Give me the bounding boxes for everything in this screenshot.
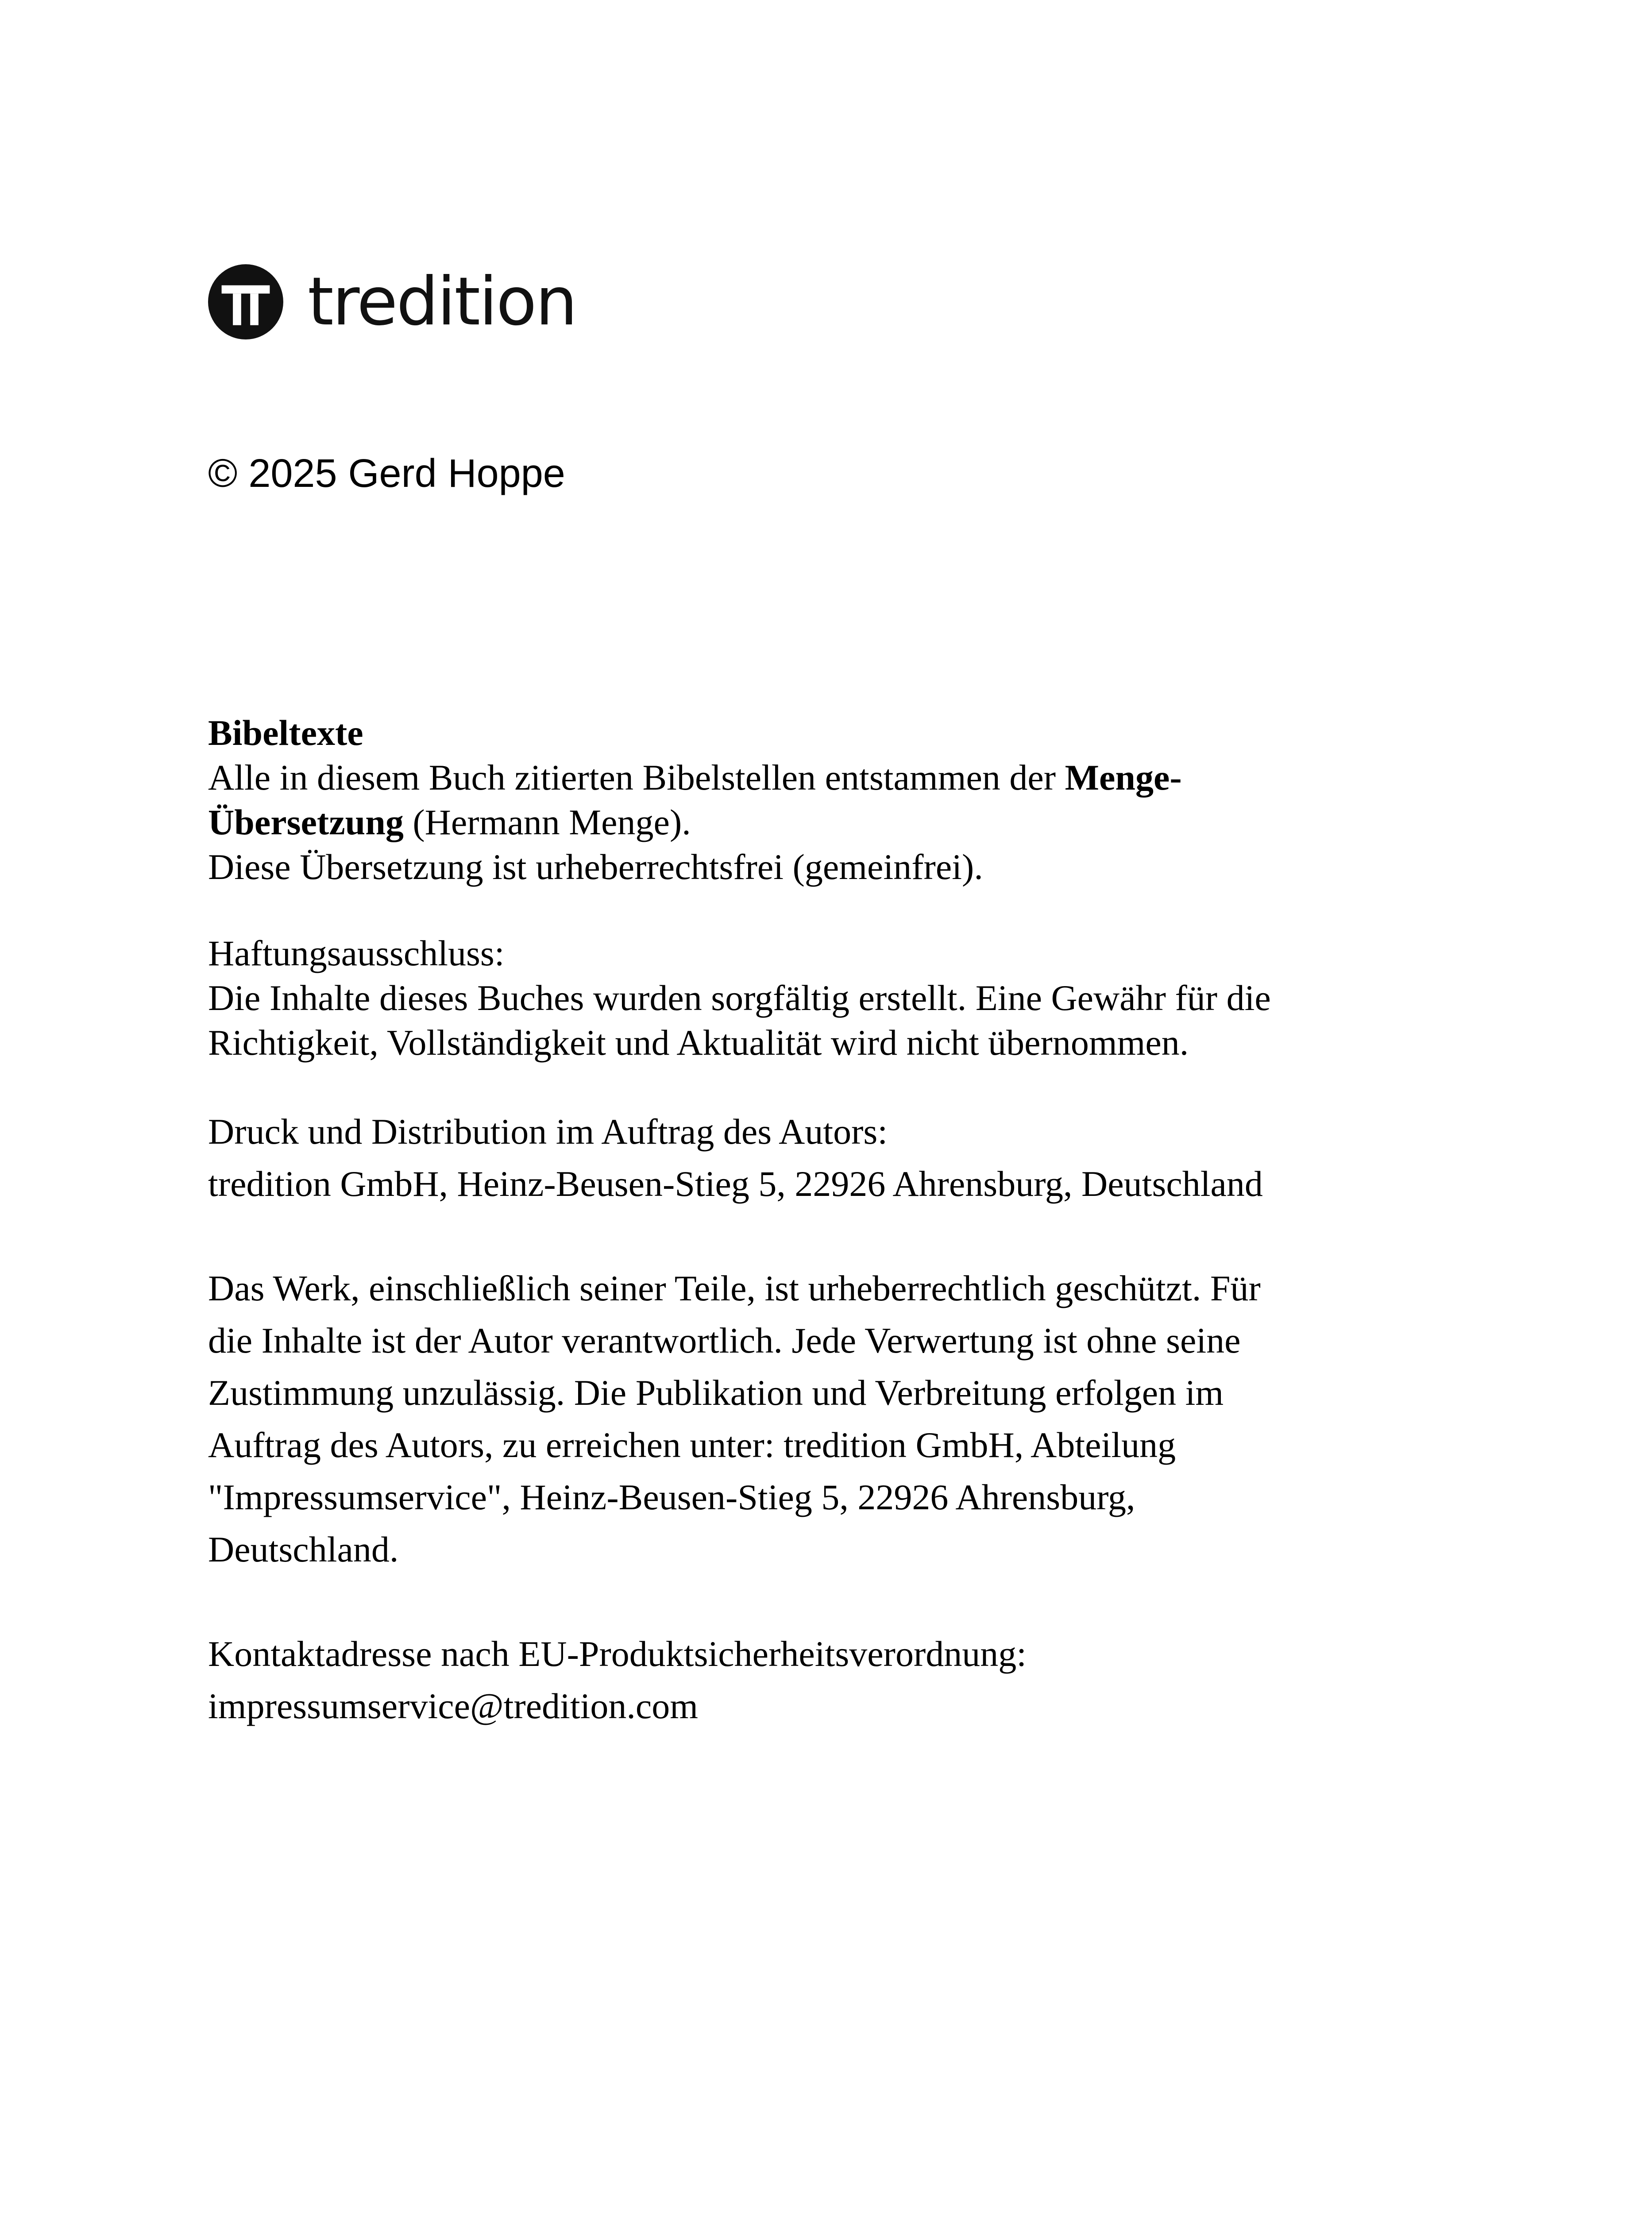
disclaimer-line: Richtigkeit, Vollständigkeit und Aktualität wird nicht übernommen. xyxy=(208,1022,1189,1063)
contact-email: impressumservice@tredition.com xyxy=(208,1686,699,1726)
distribution-line: Druck und Distribution im Auftrag des Autors: xyxy=(208,1111,888,1152)
rights-line: "Impressumservice", Heinz-Beusen-Stieg 5, 22926 Ahrensburg, xyxy=(208,1477,1135,1517)
distribution-address: tredition GmbH, Heinz-Beusen-Stieg 5, 22926 Ahrensburg, Deutschland xyxy=(208,1164,1263,1204)
disclaimer-section xyxy=(208,931,1271,1065)
bible-texts-line-3: Diese Übersetzung ist urheberrechtsfrei (gemeinfrei). xyxy=(208,847,983,887)
bible-texts-heading: Bibeltexte xyxy=(208,713,363,753)
contact-section xyxy=(208,1628,1027,1732)
disclaimer-heading: Haftungsausschluss: xyxy=(208,933,505,973)
contact-label: Kontaktadresse nach EU-Produktsicherheitsverordnung: xyxy=(208,1634,1027,1674)
rights-line: die Inhalte ist der Autor verantwortlich. Jede Verwertung ist ohne seine xyxy=(208,1320,1241,1361)
rights-line: Das Werk, einschließlich seiner Teile, ist urheberrechtlich geschützt. Für xyxy=(208,1268,1261,1308)
rights-section xyxy=(208,1262,1261,1576)
rights-line: Deutschland. xyxy=(208,1529,399,1569)
publisher-logo xyxy=(208,262,576,342)
distribution-section xyxy=(208,1106,1263,1210)
bible-texts-line-2: Übersetzung (Hermann Menge). xyxy=(208,802,691,842)
rights-line: Zustimmung unzulässig. Die Publikation und Verbreitung erfolgen im xyxy=(208,1373,1224,1413)
rights-line: Auftrag des Autors, zu erreichen unter: tredition GmbH, Abteilung xyxy=(208,1425,1176,1465)
bible-texts-section xyxy=(208,710,1182,889)
bible-texts-line-1: Alle in diesem Buch zitierten Bibelstellen entstammen der Menge- xyxy=(208,757,1182,798)
disclaimer-line: Die Inhalte dieses Buches wurden sorgfältig erstellt. Eine Gewähr für die xyxy=(208,978,1271,1018)
copyright-notice: © 2025 Gerd Hoppe xyxy=(208,451,565,496)
logo-wordmark: tredition xyxy=(308,263,576,340)
tredition-t-logo-icon xyxy=(208,264,283,339)
